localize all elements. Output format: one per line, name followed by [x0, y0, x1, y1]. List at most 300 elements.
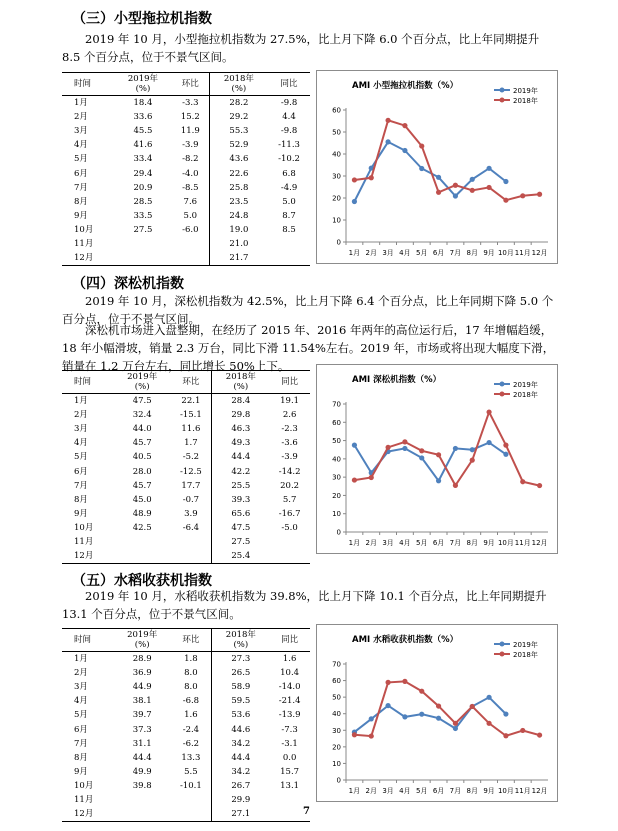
cell-month: 2月	[74, 112, 88, 123]
cell-2018: 25.4	[212, 549, 269, 564]
cell-mom: 5.5	[170, 765, 212, 779]
x-tick-label: 12月	[531, 787, 548, 795]
cell-2018: 29.2	[229, 112, 249, 123]
th-2018-label: 2018年	[225, 372, 256, 382]
cell-2019: 39.7	[132, 710, 152, 721]
x-tick-label: 2月	[365, 249, 377, 257]
data-point	[470, 188, 475, 193]
th-month: 时间	[62, 73, 114, 96]
cell-2019	[114, 237, 172, 251]
cell-month: 12月	[62, 807, 114, 822]
cell-yoy: 6.8	[282, 168, 296, 179]
data-point	[385, 703, 390, 708]
cell-mom: -6.4	[170, 521, 212, 535]
legend-marker	[500, 652, 505, 657]
x-tick-label: 4月	[399, 787, 411, 795]
cell-2019	[114, 549, 170, 564]
cell-2018: 58.9	[231, 682, 251, 693]
cell-2019: 33.4	[133, 154, 153, 165]
cell-yoy	[268, 237, 310, 251]
y-tick-label: 10	[332, 759, 341, 768]
table-row	[62, 793, 310, 807]
cell-2019: 45.0	[132, 494, 152, 505]
cell-2019: 33.5	[133, 210, 153, 221]
cell-mom: 22.1	[170, 394, 212, 409]
cell-mom: -6.8	[170, 694, 212, 708]
line-chart	[316, 364, 558, 554]
y-tick-label: 40	[332, 710, 341, 719]
cell-yoy: 15.7	[280, 766, 300, 777]
data-point	[385, 118, 390, 123]
index-table	[62, 72, 310, 266]
table-row	[62, 708, 310, 722]
table-row	[62, 223, 310, 237]
cell-yoy	[269, 793, 310, 807]
table-row	[62, 138, 310, 152]
table-row	[62, 181, 310, 195]
y-tick-label: 20	[332, 194, 341, 203]
section-title-subsoiler: （四）深松机指数	[72, 276, 184, 292]
cell-month: 7月	[74, 738, 88, 749]
data-point	[419, 166, 424, 171]
cell-month: 6月	[74, 466, 88, 477]
y-tick-label: 30	[332, 473, 341, 482]
x-tick-label: 1月	[348, 539, 361, 547]
cell-mom	[172, 237, 209, 251]
cell-2018: 55.3	[229, 126, 249, 137]
cell-mom: -5.2	[170, 450, 212, 464]
section-paragraph: 2019 年 10 月，深松机指数为 42.5%，比上月下降 6.4 个百分点，比上年同期下降 5.0 个百分点，位于不景气区间。	[62, 294, 554, 326]
cell-2019: 32.4	[132, 410, 152, 421]
cell-yoy: -2.3	[281, 424, 298, 435]
data-point	[503, 452, 508, 457]
cell-month: 6月	[74, 724, 88, 735]
cell-yoy: 20.2	[280, 480, 300, 491]
th-2018	[212, 629, 269, 652]
x-tick-label: 1月	[348, 787, 361, 795]
cell-mom: -10.1	[170, 779, 212, 793]
cell-mom	[172, 251, 209, 266]
cell-month: 1月	[74, 396, 88, 407]
th-2018	[209, 73, 268, 96]
data-point	[436, 703, 441, 708]
cell-2019: 40.5	[132, 452, 152, 463]
cell-yoy: 19.1	[280, 396, 300, 407]
x-tick-label: 9月	[483, 787, 495, 795]
data-point	[503, 443, 508, 448]
y-tick-label: 40	[332, 455, 341, 464]
table-row	[62, 450, 310, 464]
data-point	[486, 166, 491, 171]
cell-month: 1月	[74, 654, 88, 665]
data-point	[402, 439, 407, 444]
table-row	[62, 737, 310, 751]
cell-yoy: 4.4	[282, 112, 296, 123]
cell-2019: 36.9	[132, 668, 152, 679]
table-row	[62, 765, 310, 779]
y-tick-label: 40	[332, 150, 341, 159]
data-point	[352, 732, 357, 737]
data-point	[352, 199, 357, 204]
th-2018-unit: (%)	[233, 382, 249, 392]
table-row	[62, 110, 310, 124]
data-point	[436, 190, 441, 195]
cell-month: 1月	[74, 98, 88, 109]
th-month: 时间	[62, 371, 114, 394]
x-tick-label: 8月	[466, 249, 478, 257]
y-tick-label: 10	[332, 216, 341, 225]
data-point	[470, 458, 475, 463]
cell-mom: -8.5	[172, 181, 209, 195]
data-point	[436, 478, 441, 483]
y-tick-label: 50	[332, 693, 341, 702]
x-tick-label: 5月	[416, 787, 428, 795]
cell-yoy: -9.8	[280, 126, 298, 137]
cell-2018: 27.3	[231, 654, 251, 665]
cell-month: 9月	[74, 508, 88, 519]
th-2019-label: 2019年	[127, 630, 158, 640]
x-tick-label: 6月	[432, 539, 445, 547]
x-tick-label: 3月	[382, 539, 394, 547]
section-paragraph: 深松机市场进入盘整期，在经历了 2015 年、2016 年两年的高位运行后，17 年增幅趋缓，18 年小幅滑坡，销量 2.3 万台，同比下滑 11.54%左右。2019 年，市场或将出现大幅度下滑，销量在 1.2 万台左右，同比增长 50%上下。	[62, 323, 555, 373]
cell-2018: 39.3	[231, 494, 251, 505]
cell-2019: 45.7	[132, 480, 152, 491]
y-tick-label: 20	[332, 491, 341, 500]
x-tick-label: 5月	[416, 249, 428, 257]
cell-2018: 22.6	[229, 168, 249, 179]
cell-month: 8月	[74, 196, 88, 207]
th-2018-label: 2018年	[225, 630, 256, 640]
cell-2018: 47.5	[231, 522, 251, 533]
cell-yoy	[269, 535, 310, 549]
cell-month: 8月	[74, 752, 88, 763]
cell-month: 11月	[74, 536, 94, 547]
data-point	[453, 726, 458, 731]
cell-yoy: 5.0	[282, 196, 296, 207]
cell-2019: 44.4	[132, 752, 152, 763]
th-2018-unit: (%)	[231, 84, 247, 94]
th-2019	[114, 629, 170, 652]
cell-2019: 48.9	[132, 508, 152, 519]
chart-title: AMI 小型拖拉机指数（%）	[352, 81, 459, 91]
table-row	[62, 96, 310, 111]
table-row	[62, 464, 310, 478]
cell-yoy: 13.1	[280, 780, 300, 791]
data-point	[537, 192, 542, 197]
cell-2019: 20.9	[133, 182, 153, 193]
th-2018	[212, 371, 269, 394]
legend-marker	[500, 642, 505, 647]
cell-2018: 52.9	[229, 140, 249, 151]
cell-month: 4月	[74, 438, 88, 449]
cell-month: 4月	[74, 140, 88, 151]
cell-mom: 1.7	[170, 436, 212, 450]
cell-2019: 39.8	[132, 780, 152, 791]
x-tick-label: 6月	[432, 787, 445, 795]
cell-mom: -0.7	[170, 493, 212, 507]
th-2019-label: 2019年	[127, 74, 159, 84]
cell-mom: 3.9	[170, 507, 212, 521]
cell-mom: 11.6	[170, 422, 212, 436]
table-row	[62, 237, 310, 251]
cell-mom: 11.9	[172, 124, 209, 138]
y-tick-label: 70	[332, 660, 341, 669]
cell-2018: 23.5	[229, 196, 249, 207]
table-row	[62, 493, 310, 507]
th-yoy: 同比	[268, 73, 310, 96]
cell-2019: 31.1	[132, 738, 152, 749]
cell-2018: 34.2	[231, 766, 251, 777]
cell-mom	[170, 807, 212, 822]
cell-mom	[170, 535, 212, 549]
data-point	[352, 177, 357, 182]
table-row	[62, 507, 310, 521]
data-point	[385, 680, 390, 685]
legend-label: 2018年	[513, 97, 538, 105]
cell-2018: 65.6	[231, 508, 251, 519]
th-2019	[114, 73, 172, 96]
x-tick-label: 1月	[348, 249, 361, 257]
cell-2018: 49.3	[231, 438, 251, 449]
cell-yoy: -7.3	[281, 724, 298, 735]
y-tick-label: 30	[332, 172, 341, 181]
data-point	[486, 409, 491, 414]
th-2018-label: 2018年	[223, 74, 254, 84]
cell-mom: 13.3	[170, 751, 212, 765]
th-2019	[114, 371, 170, 394]
x-tick-label: 11月	[514, 539, 531, 547]
data-point	[486, 440, 491, 445]
cell-2019: 28.0	[132, 466, 152, 477]
legend-marker	[500, 88, 505, 93]
data-point	[385, 445, 390, 450]
th-2018-unit: (%)	[233, 640, 249, 650]
y-tick-label: 30	[332, 726, 341, 735]
table-row	[62, 722, 310, 736]
data-point	[369, 475, 374, 480]
line-chart	[316, 70, 558, 264]
cell-mom: -12.5	[170, 464, 212, 478]
cell-2019: 45.7	[132, 438, 152, 449]
cell-mom: -2.4	[170, 722, 212, 736]
cell-yoy: -14.0	[278, 682, 301, 693]
cell-mom: -8.2	[172, 152, 209, 166]
cell-yoy: 2.6	[282, 410, 297, 421]
cell-mom	[170, 549, 212, 564]
x-tick-label: 8月	[466, 539, 478, 547]
cell-2019: 28.9	[132, 654, 152, 665]
x-tick-label: 10月	[497, 539, 514, 547]
cell-2019: 27.5	[133, 224, 153, 235]
table-row	[62, 394, 310, 409]
th-month: 时间	[62, 629, 114, 652]
cell-yoy: 5.7	[282, 494, 297, 505]
y-tick-label: 0	[336, 776, 341, 785]
data-point	[402, 148, 407, 153]
cell-2018: 34.2	[231, 738, 251, 749]
cell-month: 11月	[74, 238, 94, 249]
cell-yoy: 8.5	[282, 224, 296, 235]
data-point	[520, 193, 525, 198]
cell-yoy: -5.0	[281, 522, 298, 533]
legend-marker	[500, 98, 505, 103]
cell-month: 5月	[74, 452, 88, 463]
cell-mom: -3.9	[172, 138, 209, 152]
cell-mom: 8.0	[170, 666, 212, 680]
cell-yoy: -10.2	[278, 154, 300, 165]
x-tick-label: 12月	[531, 539, 548, 547]
data-point	[385, 139, 390, 144]
table-row	[62, 436, 310, 450]
table-row	[62, 152, 310, 166]
cell-month: 6月	[74, 168, 88, 179]
cell-2019: 33.6	[133, 112, 153, 123]
section-paragraph: 2019 年 10 月，水稻收获机指数为 39.8%，比上月下降 10.1 个百分点，比上年同期提升 13.1 个百分点，位于不景气区间。	[62, 589, 547, 621]
data-point	[520, 728, 525, 733]
cell-yoy: -3.1	[281, 738, 298, 749]
x-tick-label: 5月	[416, 539, 428, 547]
table-row	[62, 680, 310, 694]
y-tick-label: 50	[332, 437, 341, 446]
cell-2019: 47.5	[132, 396, 152, 407]
cell-2018: 44.4	[231, 752, 251, 763]
data-point	[520, 479, 525, 484]
legend-label: 2019年	[513, 381, 538, 389]
legend-label: 2018年	[513, 651, 538, 659]
y-tick-label: 70	[332, 400, 341, 409]
x-tick-label: 3月	[382, 787, 394, 795]
cell-mom: 15.2	[172, 110, 209, 124]
cell-mom: -3.3	[172, 96, 209, 111]
x-tick-label: 7月	[449, 539, 462, 547]
data-point	[453, 721, 458, 726]
cell-2018: 44.4	[231, 452, 251, 463]
legend-label: 2019年	[513, 87, 538, 95]
index-table	[62, 628, 310, 822]
table-row	[62, 779, 310, 793]
data-point	[470, 177, 475, 182]
cell-mom: 5.0	[172, 209, 209, 223]
cell-2018: 26.5	[231, 668, 251, 679]
data-point	[453, 446, 458, 451]
cell-yoy: -9.8	[280, 98, 298, 109]
cell-2018: 42.2	[231, 466, 251, 477]
x-tick-label: 10月	[497, 787, 514, 795]
data-point	[503, 179, 508, 184]
x-tick-label: 11月	[514, 249, 531, 257]
cell-mom: -6.0	[172, 223, 209, 237]
cell-2019	[114, 251, 172, 266]
legend-label: 2018年	[513, 391, 538, 399]
cell-mom: 17.7	[170, 479, 212, 493]
cell-2019: 49.9	[132, 766, 152, 777]
table-row	[62, 666, 310, 680]
cell-yoy: -21.4	[278, 696, 301, 707]
cell-yoy: -3.6	[281, 438, 298, 449]
chart-title: AMI 水稻收获机指数（%）	[352, 635, 459, 645]
data-point	[352, 477, 357, 482]
cell-2019	[114, 535, 170, 549]
cell-2018: 46.3	[231, 424, 251, 435]
data-point	[486, 695, 491, 700]
data-point	[503, 711, 508, 716]
data-point	[402, 679, 407, 684]
cell-2018: 59.5	[231, 696, 251, 707]
th-2019-unit: (%)	[135, 84, 151, 94]
chart-title: AMI 深松机指数（%）	[352, 375, 442, 385]
cell-yoy: -4.9	[280, 182, 298, 193]
data-point	[503, 733, 508, 738]
table-row	[62, 694, 310, 708]
cell-month: 3月	[74, 682, 88, 693]
cell-2019: 45.5	[133, 126, 153, 137]
table-row	[62, 195, 310, 209]
cell-mom	[170, 793, 212, 807]
cell-2018: 28.2	[229, 98, 249, 109]
data-point	[436, 175, 441, 180]
x-tick-label: 2月	[365, 787, 377, 795]
cell-month: 12月	[62, 251, 114, 266]
data-point	[436, 716, 441, 721]
cell-2019: 42.5	[132, 522, 152, 533]
x-tick-label: 6月	[432, 249, 445, 257]
y-tick-label: 60	[332, 418, 341, 427]
cell-2019: 44.9	[132, 682, 152, 693]
index-table	[62, 370, 310, 564]
cell-mom: 1.8	[170, 652, 212, 667]
th-2019-label: 2019年	[127, 372, 158, 382]
cell-2018: 29.8	[231, 410, 251, 421]
cell-2018: 53.6	[231, 710, 251, 721]
table-row	[62, 807, 310, 822]
cell-2018: 25.5	[231, 480, 251, 491]
cell-2018: 28.4	[231, 396, 251, 407]
table-row	[62, 422, 310, 436]
cell-2019	[114, 807, 170, 822]
cell-2019: 44.0	[132, 424, 152, 435]
cell-month: 2月	[74, 410, 88, 421]
cell-mom: -6.2	[170, 737, 212, 751]
data-point	[436, 452, 441, 457]
cell-yoy: -13.9	[278, 710, 301, 721]
cell-2019: 38.1	[132, 696, 152, 707]
table-row	[62, 124, 310, 138]
cell-mom: -4.0	[172, 166, 209, 180]
cell-mom: 7.6	[172, 195, 209, 209]
th-yoy: 同比	[269, 629, 310, 652]
cell-month: 10月	[74, 522, 94, 533]
cell-2018: 27.5	[231, 536, 251, 547]
y-tick-label: 60	[332, 677, 341, 686]
legend-marker	[500, 392, 505, 397]
cell-mom: 8.0	[170, 680, 212, 694]
data-point	[352, 443, 357, 448]
data-point	[369, 733, 374, 738]
data-point	[470, 704, 475, 709]
data-point	[537, 483, 542, 488]
cell-2019: 41.6	[133, 140, 153, 151]
y-tick-label: 50	[332, 128, 341, 137]
cell-month: 12月	[62, 549, 114, 564]
cell-2018: 19.0	[229, 224, 249, 235]
y-tick-label: 10	[332, 510, 341, 519]
data-point	[470, 447, 475, 452]
table-row	[62, 751, 310, 765]
th-mom: 环比	[170, 371, 212, 394]
x-tick-label: 9月	[483, 249, 495, 257]
table-row	[62, 251, 310, 266]
cell-yoy	[268, 251, 310, 266]
